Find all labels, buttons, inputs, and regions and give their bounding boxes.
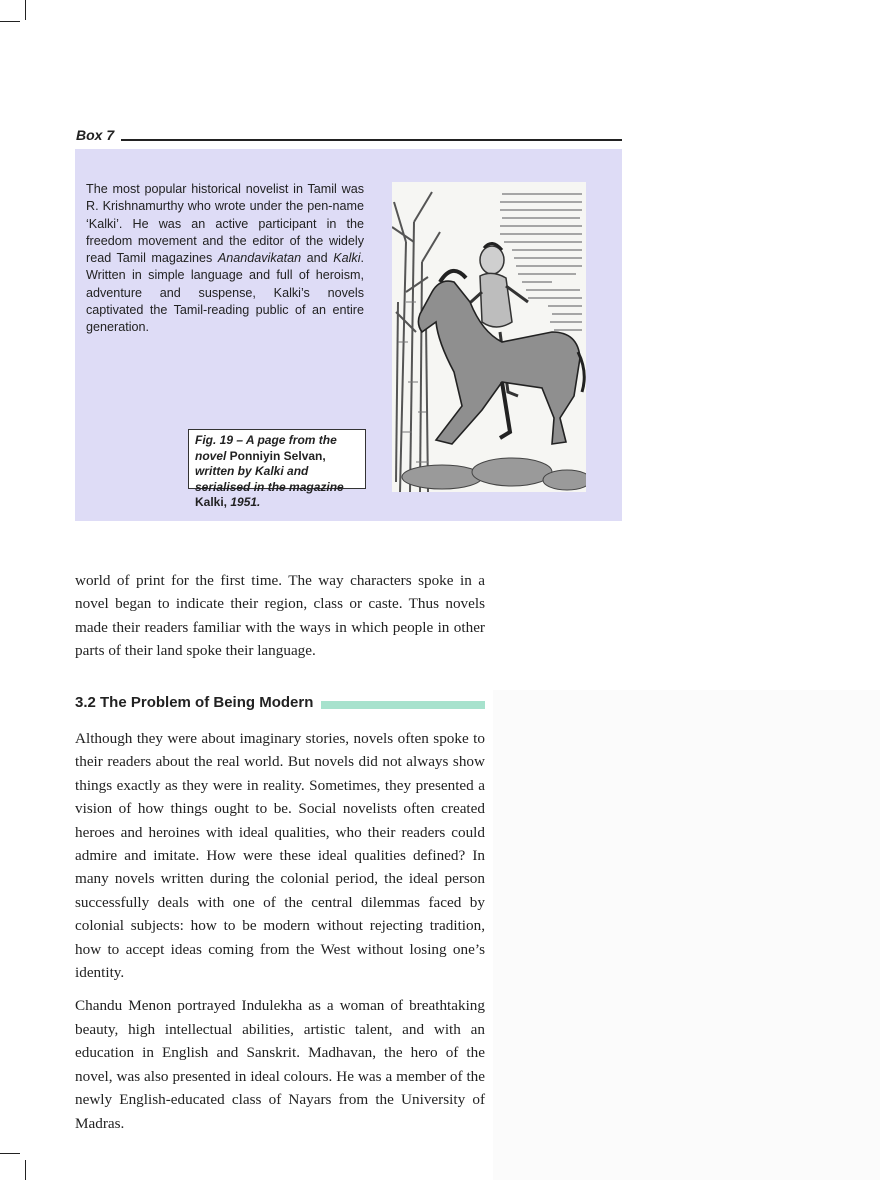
caption-part: Fig. 19 – A page from the novel [195, 433, 337, 463]
box-7 [75, 149, 622, 521]
box-label: Box 7 [76, 127, 115, 143]
caption-part: written by Kalki and serialised in the magazine [195, 464, 344, 494]
horseman-illustration-icon [392, 182, 586, 492]
novel-illustration-figure [392, 182, 586, 492]
margin-shade [493, 690, 880, 1180]
box-text-part: . Written in simple language and full of heroism, adventure and suspense, Kalki’s novels captivated the Tamil-reading public of an entire generation. [86, 251, 365, 335]
crop-mark-top-vertical [25, 0, 26, 20]
box-text [86, 181, 364, 337]
box-text-magazine-2: Kalki [333, 251, 361, 266]
box-text-magazine-1: Anandavikatan [217, 251, 302, 266]
figure-caption [188, 429, 366, 510]
crop-mark-bottom-horizontal [0, 1153, 20, 1154]
section-paragraph-1: Although they were about imaginary stories, novels often spoke to their readers about the real world. But novels did not always show things exactly as they were in reality. Sometimes, they presented a vision of how things ought to be. Social novelists often created heroes and heroines with ideal qualities, who their readers could admire and imitate. How were these ideal qualities defined? In many novels written during the colonial period, the ideal person successfully deals with one of the central dilemmas faced by colonial subjects: how to be modern without rejecting tradition, how to accept ideas coming from the West without losing one’s identity. [75, 730, 485, 982]
box-text-part: The most popular historical novelist in Tamil was R. Krishnamurthy who wrote under the pen-name ‘Kalki’. He was an active participant in the freedom movement and the editor of the widely read Tamil magazines [86, 182, 364, 266]
caption-magazine-title: Kalki, [195, 495, 228, 510]
intro-paragraph [75, 569, 485, 663]
section-heading-bar [321, 701, 485, 709]
intro-paragraph-text: world of print for the first time. The way characters spoke in a novel began to indicate their region, class or caste. Thus novels made their readers familiar with the ways in which people in other parts of their land spoke their language. [75, 572, 485, 660]
caption-novel-title: Ponniyin Selvan, [226, 448, 326, 463]
section-body [75, 727, 485, 1135]
crop-mark-top-horizontal [0, 21, 20, 22]
section-paragraph-2: Chandu Menon portrayed Indulekha as a woman of breathtaking beauty, high intellectual abilities, artistic talent, and with an education in English and Sanskrit. Madhavan, the hero of the novel, was also presented in ideal colours. He was a member of the newly English-educated class of Nayars from the University of Madras. [75, 997, 485, 1132]
box-rule [121, 139, 622, 141]
caption-part: 1951. [227, 495, 261, 510]
section-heading: 3.2 The Problem of Being Modern [75, 694, 314, 711]
box-text-part: and [301, 251, 334, 266]
crop-mark-bottom-vertical [25, 1160, 26, 1180]
